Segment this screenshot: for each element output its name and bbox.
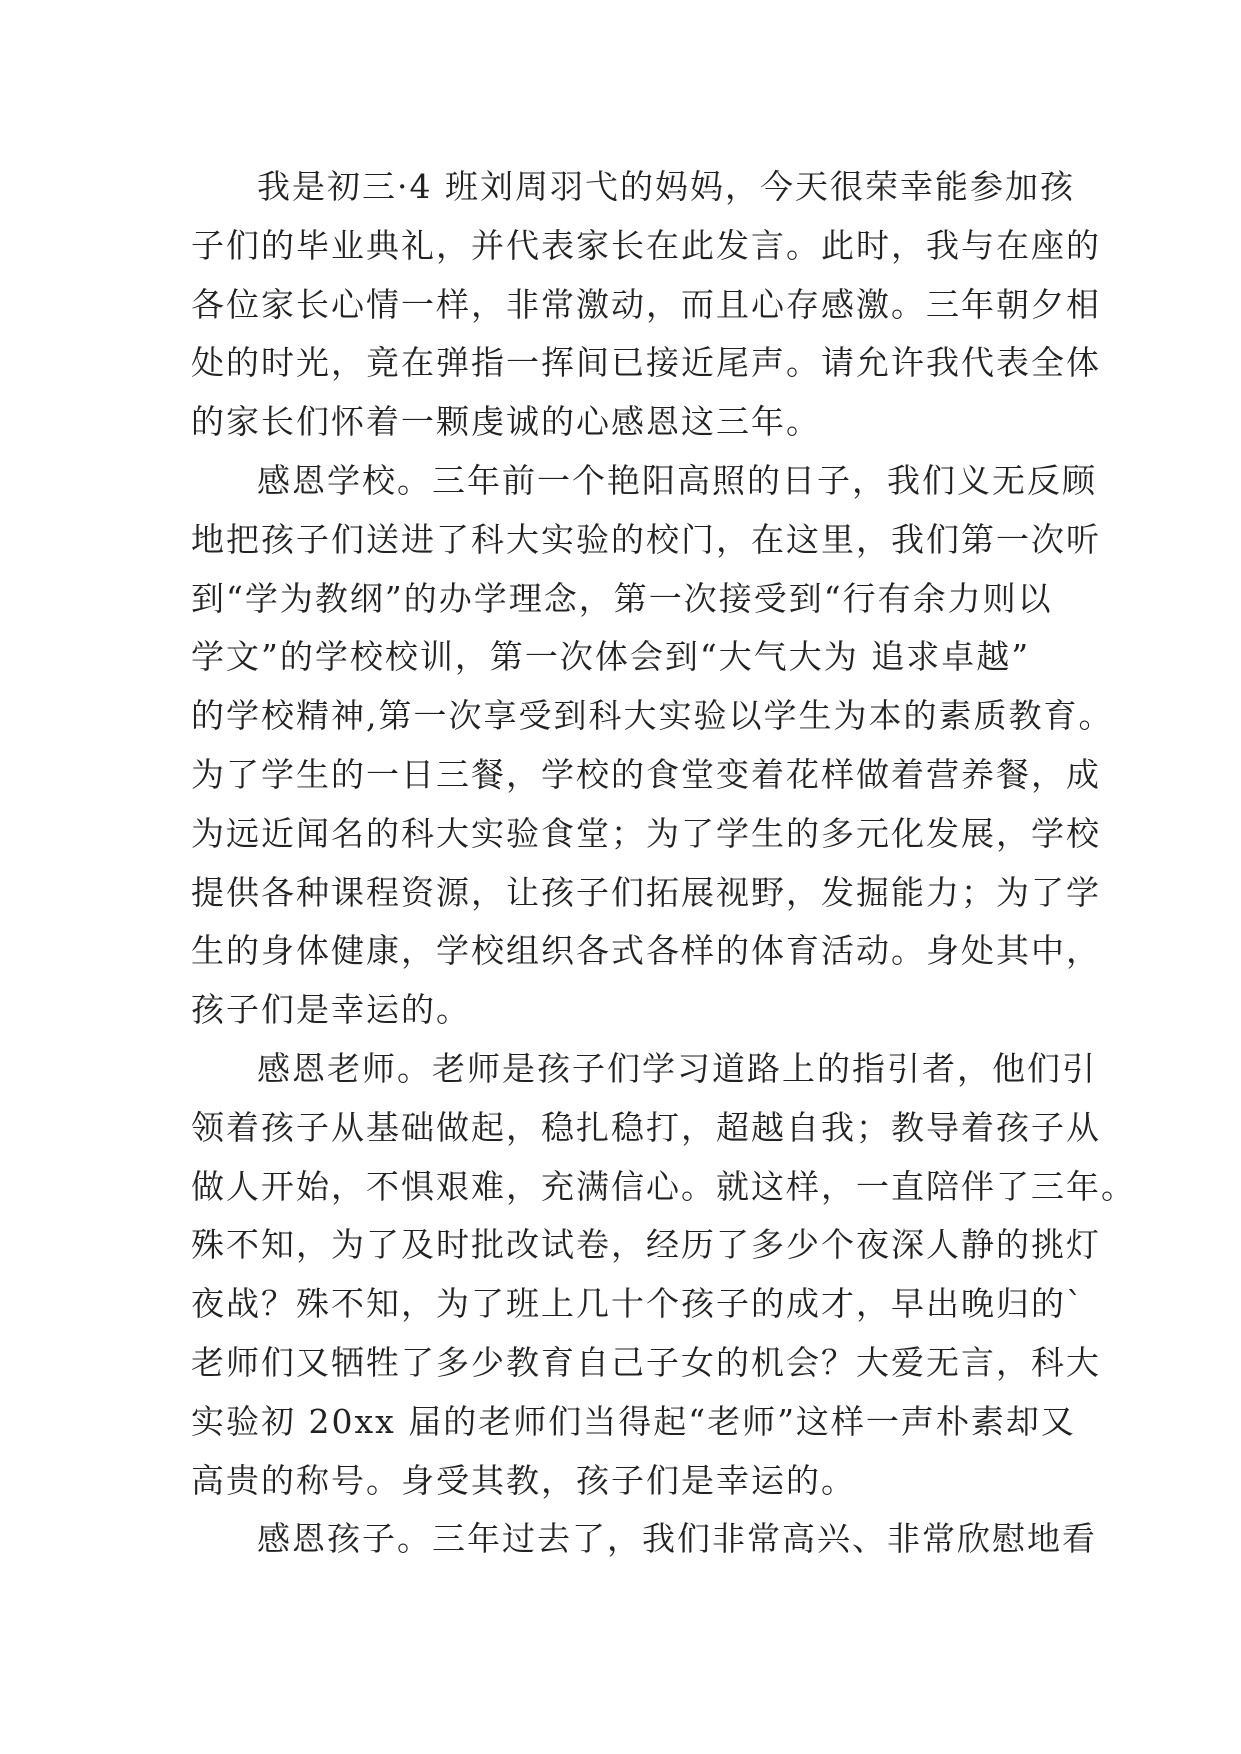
text-line: 感恩学校。三年前一个艳阳高照的日子，我们义无反顾 — [257, 460, 1097, 500]
paragraph-thank-school — [191, 452, 1114, 1040]
text-line: 老师们又牺牲了多少教育自己子女的机会？大爱无言，科大 — [191, 1342, 1101, 1382]
text-line: 学文”的学校校训，第一次体会到“大气大为 追求卓越” — [191, 637, 1031, 677]
text-line: 处的时光，竟在弹指一挥间已接近尾声。请允许我代表全体 — [191, 343, 1101, 383]
text-line: 各位家长心情一样，非常激动，而且心存感激。三年朝夕相 — [191, 284, 1101, 324]
paragraph-thank-children — [191, 1510, 1097, 1569]
text-line: 夜战？殊不知，为了班上几十个孩子的成才，早出晚归的` — [191, 1284, 1085, 1324]
text-line: 孩子们是幸运的。 — [191, 990, 471, 1030]
text-line: 实验初 20xx 届的老师们当得起“老师”这样一声朴素却又 — [191, 1401, 1076, 1441]
text-line: 生的身体健康，学校组织各式各样的体育活动。身处其中， — [191, 931, 1101, 971]
text-line: 高贵的称号。身受其教，孩子们是幸运的。 — [191, 1460, 856, 1500]
text-line: 殊不知，为了及时批改试卷，经历了多少个夜深人静的挑灯 — [191, 1225, 1101, 1265]
text-line: 做人开始，不惧艰难，充满信心。就这样，一直陪伴了三年。 — [191, 1166, 1136, 1206]
text-line: 的家长们怀着一颗虔诚的心感恩这三年。 — [191, 402, 821, 442]
text-line: 子们的毕业典礼，并代表家长在此发言。此时，我与在座的 — [191, 225, 1101, 265]
text-line: 为了学生的一日三餐，学校的食堂变着花样做着营养餐，成 — [191, 754, 1101, 794]
text-line: 提供各种课程资源，让孩子们拓展视野，发掘能力；为了学 — [191, 872, 1101, 912]
paragraph-intro — [191, 158, 1101, 452]
text-line: 的学校精神,第一次享受到科大实验以学生为本的素质教育。 — [191, 696, 1114, 736]
text-line: 感恩孩子。三年过去了，我们非常高兴、非常欣慰地看 — [257, 1519, 1097, 1559]
paragraph-thank-teachers — [191, 1040, 1136, 1510]
text-line: 为远近闻名的科大实验食堂；为了学生的多元化发展，学校 — [191, 813, 1101, 853]
text-line: 我是初三·4 班刘周羽弋的妈妈，今天很荣幸能参加孩 — [257, 167, 1075, 206]
text-line: 地把孩子们送进了科大实验的校门，在这里，我们第一次听 — [191, 519, 1101, 559]
text-line: 到“学为教纲”的办学理念，第一次接受到“行有余力则以 — [191, 578, 1053, 618]
document-body — [191, 158, 1136, 1569]
text-line: 领着孩子从基础做起，稳扎稳打，超越自我；教导着孩子从 — [191, 1107, 1101, 1147]
text-line: 感恩老师。老师是孩子们学习道路上的指引者，他们引 — [257, 1048, 1097, 1088]
